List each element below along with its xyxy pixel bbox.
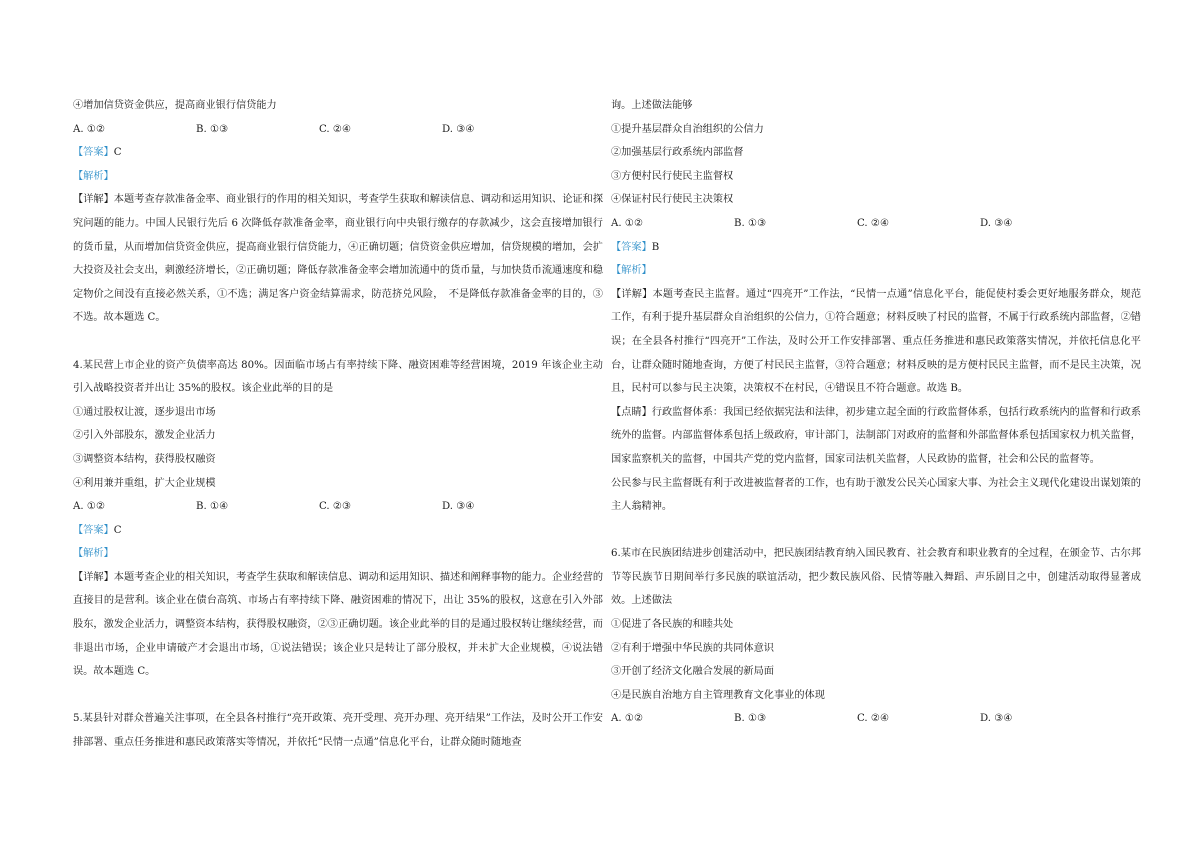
q6-choices <box>611 707 1141 731</box>
detail-tag: 【详解】 <box>73 194 114 206</box>
answer-value: C <box>113 524 122 536</box>
q5-option-1: ①提升基层群众自治组织的公信力 <box>611 123 764 135</box>
q6-choice-a: A. ①② <box>611 713 644 725</box>
point-tag: 【点睛】 <box>611 406 652 418</box>
answer-value: C <box>113 147 122 159</box>
q4-answer <box>73 519 603 543</box>
q5-extra: 公民参与民主监督既有利于改进被监督者的工作，也有助于激发公民关心国家大事、为社会主义现代化建设出谋划策的主人翁精神。 <box>611 477 1141 513</box>
q3-choices <box>73 118 603 142</box>
q5-choice-d: D. ③④ <box>980 217 1013 229</box>
q6-choice-c: C. ②④ <box>857 713 890 725</box>
answer-tag: 【答案】 <box>73 147 114 159</box>
q5-stem-start: 5.某县针对群众普遍关注事项，在全县各村推行“亮开政策、亮开受理、亮开办理、亮开结果”工作法，及时公开工作安排部署、重点任务推进和惠民政策落实等情况，并依托“民情一点通”信息化平台，让群众随时随地查 <box>73 713 603 749</box>
q4-option-2: ②引入外部股东，激发企业活力 <box>73 430 216 442</box>
q5-stem-end: 询。上述做法能够 <box>611 100 693 111</box>
q4-choice-b: B. ①④ <box>196 501 229 513</box>
answer-value: B <box>651 241 660 253</box>
point-text: 行政监督体系：我国已经依据宪法和法律，初步建立起全面的行政监督体系，包括行政系统内的监督和行政系统外的监督。内部监督体系包括上级政府，审计部门，法制部门对政府的监督和外部监督体系包括国家权力机关监督，国家监察机关的监督，中国共产党的党内监督，国家司法机关监督，人民政协的监督，社会和公民的监督等。 <box>611 406 1142 465</box>
detail-text: 本题考查存款准备金率、商业银行的作用的相关知识，考查学生获取和解读信息、调动和运用知识、论证和探究问题的能力。中国人民银行先后 6 次降低存款准备金率，商业银行向中央银行缴存的存款减少，这会直接增加银行的货币量，从而增加信贷资金供应，提高商业银行信贷能力，④正确切题；信贷资金供应增加，信贷规模的增加，会扩大投资及社会支出，刺激经济增长，②正确切题；降低存款准备金率会增加流通中的货币量，与加快货币流通速度和稳定物价之间没有直接必然关系，①不选；满足客户资金结算需求，防范挤兑风险， 不是降低存款准备金率的目的，③不选。故本题选 C。 <box>73 194 604 324</box>
q5-detail <box>611 283 1141 401</box>
q6-option-2: ②有利于增强中华民族的共同体意识 <box>611 642 774 654</box>
q3-option-4: ④增加信贷资金供应，提高商业银行信贷能力 <box>73 100 277 111</box>
q5-option-3: ③方便村民行使民主监督权 <box>611 170 734 182</box>
answer-tag: 【答案】 <box>611 241 652 253</box>
q5-choice-b: B. ①③ <box>734 217 767 229</box>
q5-choice-c: C. ②④ <box>857 217 890 229</box>
q5-answer <box>611 236 1141 260</box>
q4-option-3: ③调整资本结构，获得股权融资 <box>73 453 216 465</box>
q5-option-2: ②加强基层行政系统内部监督 <box>611 147 744 159</box>
q4-option-4: ④利用兼并重组，扩大企业规模 <box>73 477 216 489</box>
q4-analysis-tag: 【解析】 <box>73 548 114 560</box>
q5-choice-a: A. ①② <box>611 217 644 229</box>
q6-choice-b: B. ①③ <box>734 713 767 725</box>
q4-option-1: ①通过股权让渡，逐步退出市场 <box>73 406 216 418</box>
q6-stem: 6.某市在民族团结进步创建活动中，把民族团结教育纳入国民教育、社会教育和职业教育的全过程，在颁金节、古尔邦节等民族节日期间举行多民族的联谊活动，把少数民族风俗、民情等融入舞蹈、声乐剧目之中，创建活动取得显著成效。上述做法 <box>611 548 1141 607</box>
q4-choice-a: A. ①② <box>73 501 106 513</box>
q6-choice-d: D. ③④ <box>980 713 1013 725</box>
left-column <box>73 94 603 755</box>
q4-choice-d: D. ③④ <box>442 501 475 513</box>
q4-detail <box>73 566 603 684</box>
q5-analysis-tag: 【解析】 <box>611 265 652 277</box>
q5-option-4: ④保证村民行使民主决策权 <box>611 194 734 206</box>
q3-choice-c: C. ②④ <box>319 123 352 135</box>
detail-tag: 【详解】 <box>611 288 653 300</box>
right-column <box>611 94 1141 731</box>
q3-analysis-tag: 【解析】 <box>73 170 114 182</box>
q3-choice-b: B. ①③ <box>196 123 229 135</box>
detail-text: 本题考查企业的相关知识，考查学生获取和解读信息、调动和运用知识、描述和阐释事物的能力。企业经营的直接目的是营利。该企业在债台高筑、市场占有率持续下降、融资困难的情况下，出让 35%的股权，这意在引入外部股东，激发企业活力，调整资本结构，获得股权融资，②③正确切题。该企业此举的目的是通过股权转让继续经营，而非退出市场，企业申请破产才会退出市场，①说法错误；该企业只是转让了部分股权，并未扩大企业规模，④说法错误。故本题选 C。 <box>73 571 604 678</box>
q4-stem: 4.某民营上市企业的资产负债率高达 80%。因面临市场占有率持续下降、融资困难等经营困境，2019 年该企业主动引入战略投资者并出让 35%的股权。该企业此举的目的是 <box>73 359 603 395</box>
q5-choices <box>611 212 1141 236</box>
detail-tag: 【详解】 <box>73 571 114 583</box>
answer-tag: 【答案】 <box>73 524 114 536</box>
q4-choices <box>73 495 603 519</box>
q3-detail <box>73 188 603 330</box>
detail-text: 本题考查民主监督。通过“四亮开”工作法，“民情一点通”信息化平台，能促使村委会更好地服务群众，规范工作，有利于提升基层群众自治组织的公信力，①符合题意；材料反映了村民的监督，不属于行政系统内部监督，②错误；在全县各村推行“四亮开”工作法，及时公开工作安排部署、重点任务推进和惠民政策落实情况，并依托信息化平台，让群众随时随地查询，方便了村民民主监督，③符合题意；材料反映的是方便村民民主监督，而不是民主决策，况且，民村可以参与民主决策，决策权不在村民，④错误且不符合题意。故选 B。 <box>611 288 1142 395</box>
q3-choice-a: A. ①② <box>73 123 106 135</box>
q5-point <box>611 401 1141 472</box>
q3-answer <box>73 141 603 165</box>
q4-choice-c: C. ②③ <box>319 501 352 513</box>
q3-choice-d: D. ③④ <box>442 123 475 135</box>
q6-option-1: ①促进了各民族的和睦共处 <box>611 619 734 631</box>
q6-option-3: ③开创了经济文化融合发展的新局面 <box>611 666 774 678</box>
q6-option-4: ④是民族自治地方自主管理教育文化事业的体现 <box>611 689 825 701</box>
